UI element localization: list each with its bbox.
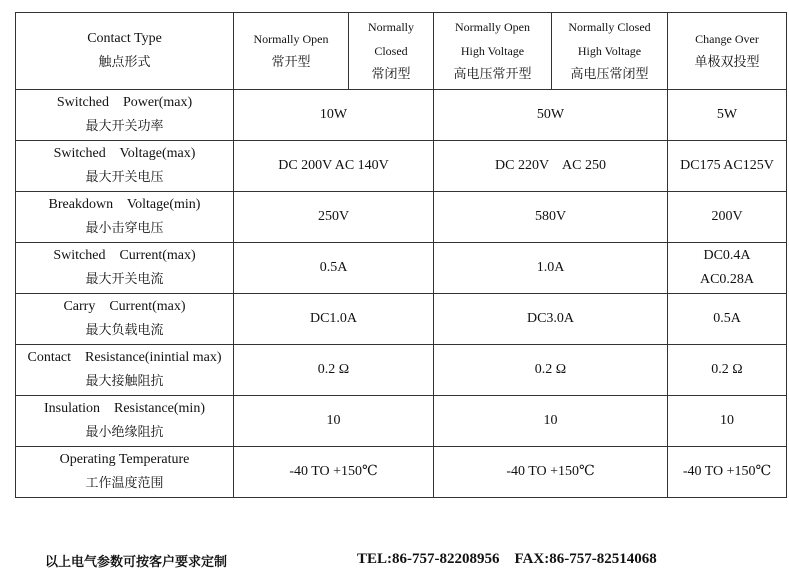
footer-note: 以上电气参数可按客户要求定制 xyxy=(45,555,228,570)
header-contact-type-en: Contact Type xyxy=(87,31,162,46)
param-en: Insulation Resistance(min) xyxy=(44,401,205,416)
param-label xyxy=(16,345,234,396)
value-co-dc: DC0.4A xyxy=(703,248,751,263)
value-no-nc: 0.5A xyxy=(234,243,434,294)
header-nchv-cn: 高电压常闭型 xyxy=(570,67,649,82)
param-label xyxy=(16,192,234,243)
value-no-nc: 250V xyxy=(234,192,434,243)
param-en: Switched Current(max) xyxy=(53,248,196,263)
param-en: Switched Power(max) xyxy=(56,95,193,110)
value-co: 5W xyxy=(668,90,787,141)
value-no-nc: DC 200V AC 140V xyxy=(234,141,434,192)
param-en: Carry Current(max) xyxy=(63,299,186,314)
row-breakdown-voltage xyxy=(16,192,787,243)
value-co: 0.5A xyxy=(668,294,787,345)
value-no-nc: 10W xyxy=(234,90,434,141)
value-co-ac: AC0.28A xyxy=(699,272,755,287)
header-change-over xyxy=(668,13,787,90)
header-no-en: Normally Open xyxy=(253,32,329,46)
value-hv: 10 xyxy=(434,396,668,447)
header-normally-closed xyxy=(349,13,434,90)
header-nc-en1: Normally xyxy=(368,20,414,34)
row-switched-power xyxy=(16,90,787,141)
header-row xyxy=(16,13,787,90)
param-en: Operating Temperature xyxy=(59,452,190,467)
param-cn: 最大接触阻抗 xyxy=(85,374,164,389)
param-cn: 最小绝缘阻抗 xyxy=(85,425,164,440)
footer-contact: TEL:86-757-82208956 FAX:86-757-82514068 xyxy=(357,551,657,567)
value-co: 10 xyxy=(668,396,787,447)
header-contact-type xyxy=(16,13,234,90)
row-contact-resistance xyxy=(16,345,787,396)
value-no-nc: DC1.0A xyxy=(234,294,434,345)
header-nohv-cn: 高电压常开型 xyxy=(453,67,532,82)
param-label xyxy=(16,141,234,192)
value-co: 0.2 Ω xyxy=(668,345,787,396)
value-hv: 50W xyxy=(434,90,668,141)
value-co: DC175 AC125V xyxy=(668,141,787,192)
header-nohv-en1: Normally Open xyxy=(455,20,530,34)
spec-table xyxy=(15,12,787,498)
value-no-nc: 0.2 Ω xyxy=(234,345,434,396)
header-normally-open-hv xyxy=(434,13,552,90)
header-nc-cn: 常闭型 xyxy=(371,67,411,82)
param-label xyxy=(16,447,234,498)
value-no-nc: -40 TO +150℃ xyxy=(234,447,434,498)
header-nohv-en2: High Voltage xyxy=(460,44,525,58)
row-switched-voltage xyxy=(16,141,787,192)
row-switched-current xyxy=(16,243,787,294)
value-co xyxy=(668,243,787,294)
value-hv: 1.0A xyxy=(434,243,668,294)
param-label xyxy=(16,243,234,294)
row-operating-temperature xyxy=(16,447,787,498)
value-hv: DC3.0A xyxy=(434,294,668,345)
header-nchv-en2: High Voltage xyxy=(577,44,642,58)
value-no-nc: 10 xyxy=(234,396,434,447)
header-normally-closed-hv xyxy=(552,13,668,90)
param-label xyxy=(16,294,234,345)
header-contact-type-cn: 触点形式 xyxy=(98,55,151,70)
value-hv: 580V xyxy=(434,192,668,243)
value-co: -40 TO +150℃ xyxy=(668,447,787,498)
header-nchv-en1: Normally Closed xyxy=(568,20,651,34)
header-no-cn: 常开型 xyxy=(271,55,311,70)
row-insulation-resistance xyxy=(16,396,787,447)
row-carry-current xyxy=(16,294,787,345)
value-hv: -40 TO +150℃ xyxy=(434,447,668,498)
param-cn: 最大开关功率 xyxy=(85,119,164,134)
header-normally-open xyxy=(234,13,349,90)
param-en: Breakdown Voltage(min) xyxy=(48,197,201,212)
param-en: Switched Voltage(max) xyxy=(53,146,196,161)
value-hv: 0.2 Ω xyxy=(434,345,668,396)
param-cn: 最大负载电流 xyxy=(85,323,164,338)
header-co-cn: 单极双投型 xyxy=(694,55,760,70)
param-en: Contact Resistance(inintial max) xyxy=(27,350,222,365)
value-hv: DC 220V AC 250 xyxy=(434,141,668,192)
param-label xyxy=(16,396,234,447)
param-cn: 最大开关电压 xyxy=(85,170,164,185)
param-cn: 工作温度范围 xyxy=(85,476,164,491)
header-nc-en2: Closed xyxy=(374,44,408,58)
header-co-en: Change Over xyxy=(695,32,759,46)
param-cn: 最大开关电流 xyxy=(85,272,164,287)
value-co: 200V xyxy=(668,192,787,243)
param-cn: 最小击穿电压 xyxy=(85,221,164,236)
param-label xyxy=(16,90,234,141)
